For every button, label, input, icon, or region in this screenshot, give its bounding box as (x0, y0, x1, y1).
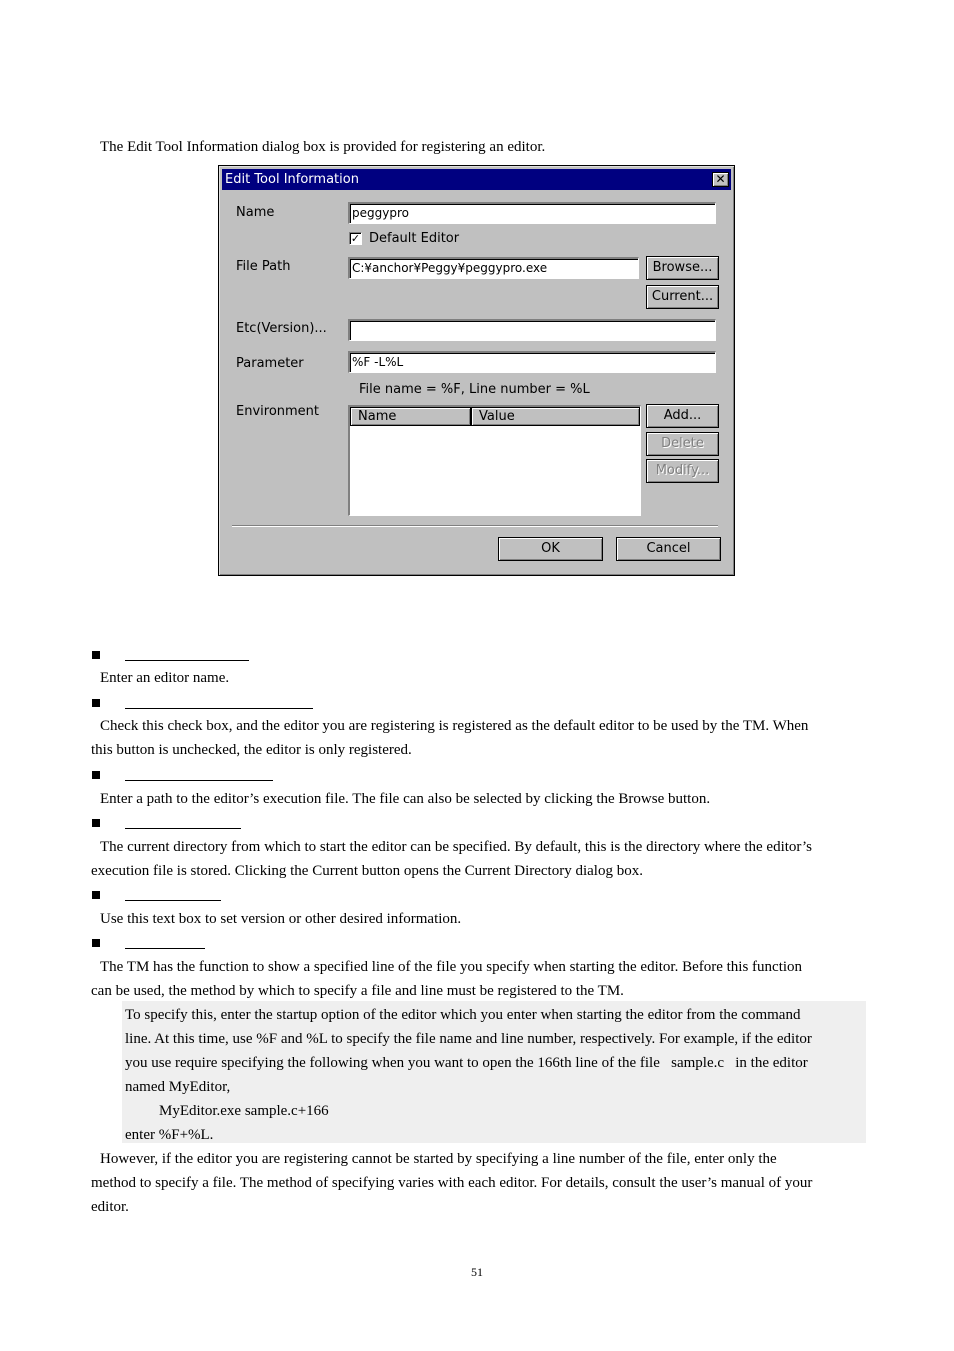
note-enter-line: enter %F+%L. (125, 1127, 214, 1143)
parameter-hint: File name = %F, Line number = %L (359, 382, 590, 397)
closing-text: method to specify a file. The method of specifying varies with each editor. For details, consult the user’s manual of your (91, 1175, 813, 1191)
section-bullet (92, 819, 100, 827)
default-editor-label: Default Editor (369, 231, 460, 246)
name-input[interactable]: peggypro (348, 202, 716, 224)
dialog-title: Edit Tool Information (225, 172, 359, 187)
note-text: you use require specifying the following when you want to open the 166th line of the file sample.c in the editor (125, 1055, 808, 1071)
environment-list[interactable] (348, 405, 641, 516)
note-example: MyEditor.exe sample.c+166 (159, 1103, 329, 1119)
ok-button[interactable]: OK (498, 537, 603, 561)
intro-text: The Edit Tool Information dialog box is provided for registering an editor. (100, 139, 546, 155)
note-text: line. At this time, use %F and %L to specify the file name and line number, respectively. For example, if the editor (125, 1031, 812, 1047)
section-heading-underline (125, 780, 273, 781)
section-heading-underline (125, 900, 221, 901)
default-editor-checkbox[interactable]: ✓ (350, 232, 361, 245)
section-heading-underline (125, 708, 313, 709)
cancel-button[interactable]: Cancel (616, 537, 721, 561)
section-text: execution file is stored. Clicking the Current button opens the Current Directory dialog box. (91, 863, 643, 879)
section-text: Enter a path to the editor’s execution file. The file can also be selected by clicking the Browse button. (100, 791, 711, 807)
parameter-input[interactable]: %F -L%L (348, 351, 716, 373)
environment-label: Environment (236, 404, 320, 419)
file-path-label: File Path (236, 259, 291, 274)
closing-text: editor. (91, 1199, 129, 1215)
section-text: The TM has the function to show a specified line of the file you specify when starting the editor. Before this function (100, 959, 803, 975)
section-text: this button is unchecked, the editor is only registered. (91, 742, 412, 758)
delete-button[interactable]: Delete (646, 432, 719, 456)
modify-button[interactable]: Modify... (646, 459, 719, 483)
section-heading-underline (125, 948, 205, 949)
edit-tool-information-dialog (218, 165, 735, 576)
page-number: 51 (471, 1265, 483, 1279)
etc-version-label: Etc(Version)... (236, 321, 327, 336)
parameter-label: Parameter (236, 356, 304, 371)
note-text: To specify this, enter the startup option of the editor which you enter when starting the editor from the command (125, 1007, 801, 1023)
section-heading-underline (125, 660, 249, 661)
dialog-titlebar (222, 169, 731, 190)
section-text: The current directory from which to start the editor can be specified. By default, this is the directory where the editor’s (100, 839, 812, 855)
env-column-value[interactable]: Value (471, 407, 640, 426)
section-text: Enter an editor name. (100, 670, 230, 686)
note-text: named MyEditor, (125, 1079, 231, 1095)
section-bullet (92, 699, 100, 707)
current-button[interactable]: Current... (646, 285, 719, 309)
section-bullet (92, 651, 100, 659)
file-path-input[interactable]: C:¥anchor¥Peggy¥peggypro.exe (348, 257, 639, 279)
section-heading-underline (125, 828, 241, 829)
section-bullet (92, 939, 100, 947)
env-column-name[interactable]: Name (350, 407, 471, 426)
add-button[interactable]: Add... (646, 404, 719, 428)
closing-text: However, if the editor you are registering cannot be started by specifying a line number of the file, enter only the (100, 1151, 777, 1167)
section-bullet (92, 891, 100, 899)
section-text: Check this check box, and the editor you are registering is registered as the default editor to be used by the TM. When (100, 718, 809, 734)
dialog-separator (232, 525, 718, 527)
close-icon[interactable]: ✕ (712, 172, 729, 187)
section-text: can be used, the method by which to specify a file and line must be registered to the TM. (91, 983, 624, 999)
section-bullet (92, 771, 100, 779)
etc-version-input[interactable] (348, 319, 716, 341)
section-text: Use this text box to set version or other desired information. (100, 911, 462, 927)
name-label: Name (236, 205, 275, 220)
browse-button[interactable]: Browse... (646, 256, 719, 280)
